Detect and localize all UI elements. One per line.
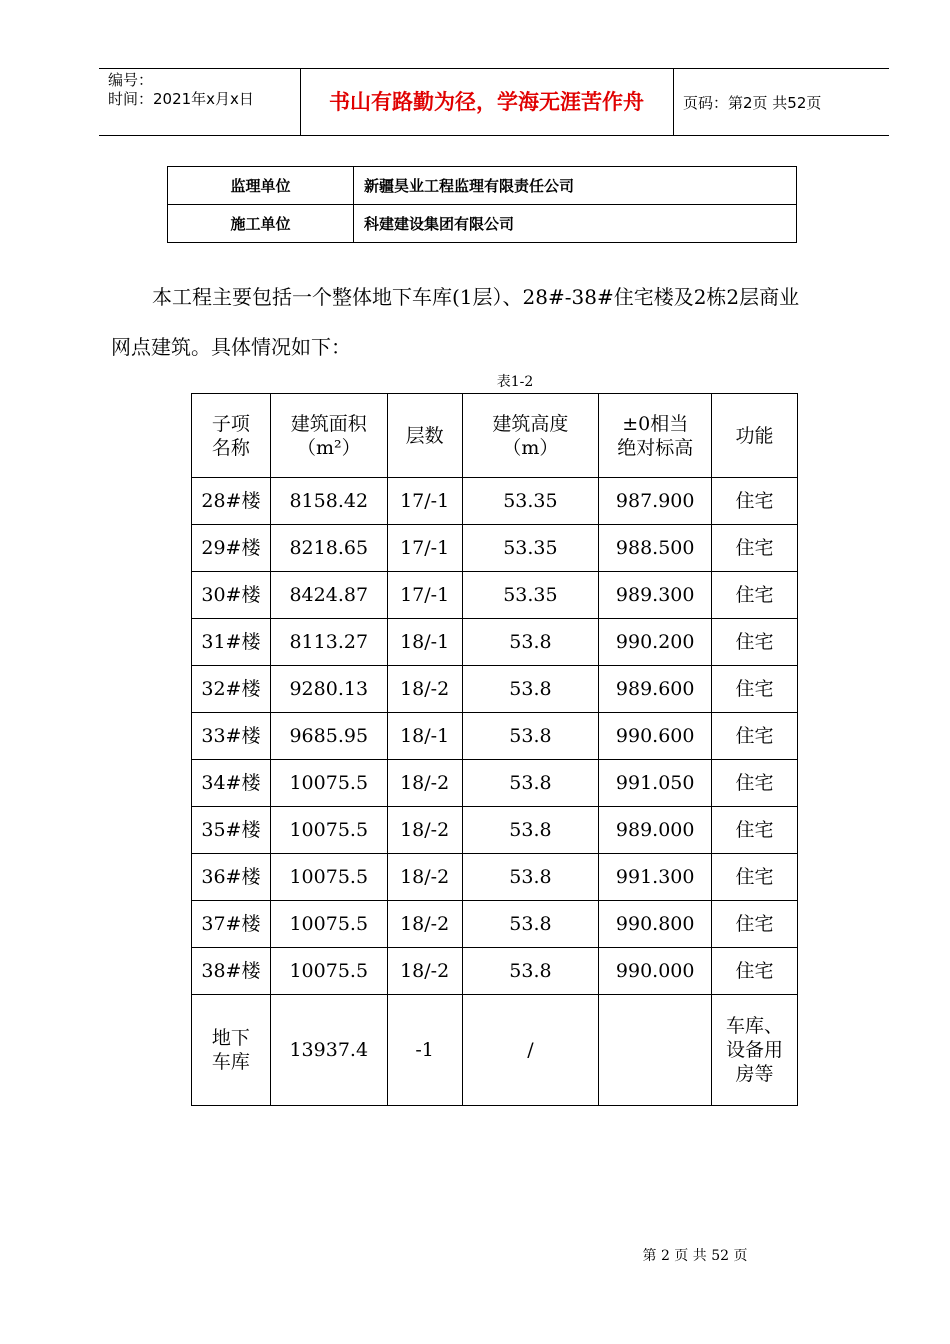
header-cell: 建筑面积 （m²）: [270, 394, 387, 478]
page-info: 页码：第2页 共52页: [683, 94, 822, 112]
table-cell: 989.600: [599, 666, 712, 713]
table-cell: [599, 995, 712, 1106]
table-cell: 车库、 设备用 房等: [712, 995, 798, 1106]
table-cell: 53.35: [462, 478, 599, 525]
table-cell: 38#楼: [192, 948, 271, 995]
time-label: 时间：2021年x月x日: [108, 90, 254, 108]
table-cell: 住宅: [712, 666, 798, 713]
table-cell: 17/-1: [387, 478, 462, 525]
table-cell: 地下 车库: [192, 995, 271, 1106]
table-cell: 9685.95: [270, 713, 387, 760]
table-cell: 53.8: [462, 807, 599, 854]
table-cell: -1: [387, 995, 462, 1106]
table-row: [192, 948, 798, 995]
table-cell: 8113.27: [270, 619, 387, 666]
table-cell: 991.300: [599, 854, 712, 901]
header-motto: 书山有路勤为径，学海无涯苦作舟: [329, 89, 644, 114]
paragraph-line-2: 网点建筑。具体情况如下：: [111, 335, 351, 359]
table-row: [192, 525, 798, 572]
table-cell: 8158.42: [270, 478, 387, 525]
paragraph-line-1: 本工程主要包括一个整体地下车库(1层）、28#-38#住宅楼及2栋2层商业: [152, 285, 800, 309]
table-cell: 989.000: [599, 807, 712, 854]
table-cell: 990.600: [599, 713, 712, 760]
header-cell: 建筑高度 （m）: [462, 394, 599, 478]
table-row: [192, 854, 798, 901]
table-row: [192, 572, 798, 619]
table-row: [192, 619, 798, 666]
table-cell: 住宅: [712, 901, 798, 948]
header-cell: ±0相当 绝对标高: [599, 394, 712, 478]
table-row: [192, 666, 798, 713]
header-cell: 子项 名称: [192, 394, 271, 478]
table-cell: 18/-2: [387, 901, 462, 948]
table-cell: 53.8: [462, 854, 599, 901]
info-value: 科建建设集团有限公司: [354, 205, 797, 243]
header-cell: 层数: [387, 394, 462, 478]
table-cell: 住宅: [712, 525, 798, 572]
table-cell: 34#楼: [192, 760, 271, 807]
table-cell: 53.35: [462, 525, 599, 572]
info-table: [167, 166, 797, 243]
page-footer: 第 2 页 共 52 页: [642, 1248, 748, 1264]
table-cell: 住宅: [712, 948, 798, 995]
table-cell: 17/-1: [387, 572, 462, 619]
table-row: [192, 995, 798, 1106]
table-cell: 10075.5: [270, 760, 387, 807]
table-cell: 18/-2: [387, 666, 462, 713]
table-cell: 35#楼: [192, 807, 271, 854]
table-cell: 8218.65: [270, 525, 387, 572]
table-cell: 33#楼: [192, 713, 271, 760]
table-cell: 18/-2: [387, 760, 462, 807]
table-cell: 53.8: [462, 713, 599, 760]
info-label: 监理单位: [168, 167, 354, 205]
table-cell: 53.8: [462, 619, 599, 666]
table-cell: 10075.5: [270, 854, 387, 901]
serial-label: 编号：: [108, 71, 154, 89]
table-cell: 住宅: [712, 854, 798, 901]
table-cell: 18/-2: [387, 807, 462, 854]
table-cell: 18/-2: [387, 948, 462, 995]
table-row: [192, 901, 798, 948]
table-cell: 990.800: [599, 901, 712, 948]
table-cell: 989.300: [599, 572, 712, 619]
table-row: [192, 478, 798, 525]
table-cell: 9280.13: [270, 666, 387, 713]
table-body: [192, 478, 798, 995]
table-cell: 53.8: [462, 948, 599, 995]
table-cell: 18/-2: [387, 854, 462, 901]
header-cell: 功能: [712, 394, 798, 478]
header-divider-right: [673, 68, 674, 135]
table-cell: 37#楼: [192, 901, 271, 948]
table-cell: 8424.87: [270, 572, 387, 619]
table-cell: 53.8: [462, 760, 599, 807]
table-cell: 住宅: [712, 713, 798, 760]
table-cell: 990.000: [599, 948, 712, 995]
table-cell: 住宅: [712, 807, 798, 854]
table-cell: 住宅: [712, 619, 798, 666]
table-cell: 10075.5: [270, 807, 387, 854]
table-cell: 53.35: [462, 572, 599, 619]
table-cell: 住宅: [712, 572, 798, 619]
table-cell: 17/-1: [387, 525, 462, 572]
info-row: [168, 167, 797, 205]
table-cell: 29#楼: [192, 525, 271, 572]
table-header-row: [192, 394, 798, 478]
table-cell: 990.200: [599, 619, 712, 666]
table-cell: 10075.5: [270, 948, 387, 995]
table-cell: 53.8: [462, 666, 599, 713]
table-cell: 18/-1: [387, 713, 462, 760]
table-cell: 13937.4: [270, 995, 387, 1106]
table-cell: 18/-1: [387, 619, 462, 666]
building-table: [191, 393, 798, 1106]
table-cell: 991.050: [599, 760, 712, 807]
table-row: [192, 713, 798, 760]
table-cell: 28#楼: [192, 478, 271, 525]
table-cell: 36#楼: [192, 854, 271, 901]
info-value: 新疆昊业工程监理有限责任公司: [354, 167, 797, 205]
table-cell: 住宅: [712, 760, 798, 807]
table-cell: 987.900: [599, 478, 712, 525]
table-row: [192, 807, 798, 854]
table-cell: 住宅: [712, 478, 798, 525]
table-cell: 31#楼: [192, 619, 271, 666]
info-label: 施工单位: [168, 205, 354, 243]
table-cell: 988.500: [599, 525, 712, 572]
table-cell: 32#楼: [192, 666, 271, 713]
table-caption: 表1-2: [496, 374, 534, 390]
info-row: [168, 205, 797, 243]
header-bottom-rule: [99, 135, 889, 136]
table-cell: /: [462, 995, 599, 1106]
table-cell: 30#楼: [192, 572, 271, 619]
table-cell: 53.8: [462, 901, 599, 948]
table-cell: 10075.5: [270, 901, 387, 948]
table-row: [192, 760, 798, 807]
header-top-rule: [99, 68, 889, 69]
